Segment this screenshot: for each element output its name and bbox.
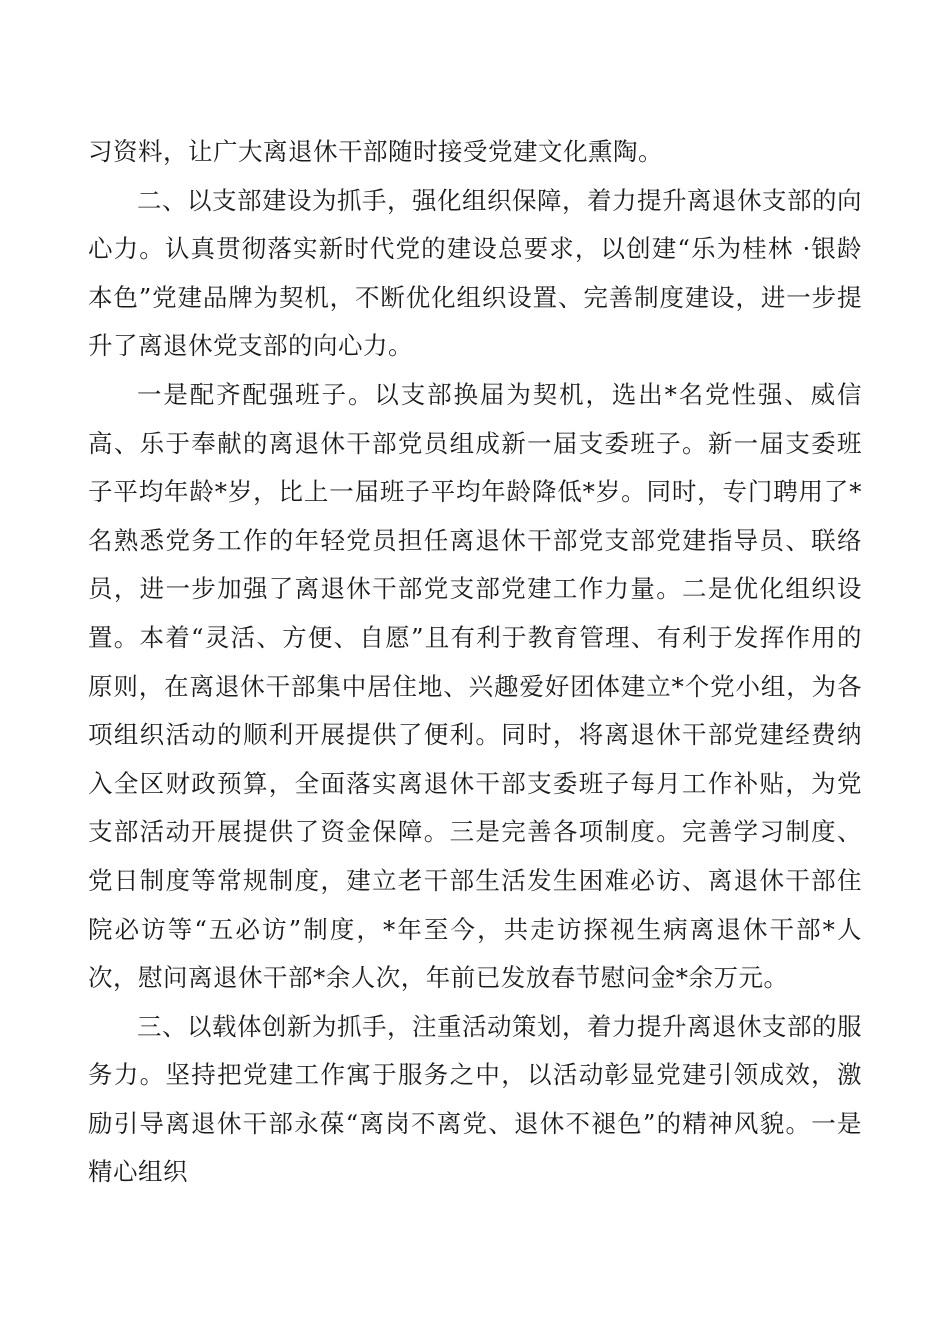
paragraph-section-three: 三、以载体创新为抓手，注重活动策划，着力提升离退休支部的服务力。坚持把党建工作寓于服务之中，以活动彰显党建引领成效，激励引导离退休干部永葆“离岗不离党、退休不褪色”的精神风貌。一是精心组织	[88, 1011, 862, 1187]
paragraph-continuation: 习资料，让广大离退休干部随时接受党建文化熏陶。	[88, 137, 663, 166]
paragraph-measures: 一是配齐配强班子。以支部换届为契机，选出*名党性强、威信高、乐于奉献的离退休干部党员组成新一届支委班子。新一届支委班子平均年龄*岁，比上一届班子平均年龄降低*岁。同时，专门聘用了*名熟悉党务工作的年轻党员担任离退休干部党支部党建指导员、联络员，进一步加强了离退休干部党支部党建工作力量。二是优化组织设置。本着“灵活、方便、自愿”且有利于教育管理、有利于发挥作用的原则，在离退休干部集中居住地、兴趣爱好团体建立*个党小组，为各项组织活动的顺利开展提供了便利。同时，将离退休干部党建经费纳入全区财政预算，全面落实离退休干部支委班子每月工作补贴，为党支部活动开展提供了资金保障。三是完善各项制度。完善学习制度、党日制度等常规制度，建立老干部生活发生困难必访、离退休干部住院必访等“五必访”制度，*年至今，共走访探视生病离退休干部*人次，慰问离退休干部*余人次，年前已发放春节慰问金*余万元。	[88, 379, 862, 993]
paragraph-section-two: 二、以支部建设为抓手，强化组织保障，着力提升离退休支部的向心力。认真贯彻落实新时代党的建设总要求，以创建“乐为桂林 ·银龄本色”党建品牌为契机，不断优化组织设置、完善制度建设，进一步提升了离退休党支部的向心力。	[88, 185, 862, 361]
body-text	[88, 128, 862, 1197]
